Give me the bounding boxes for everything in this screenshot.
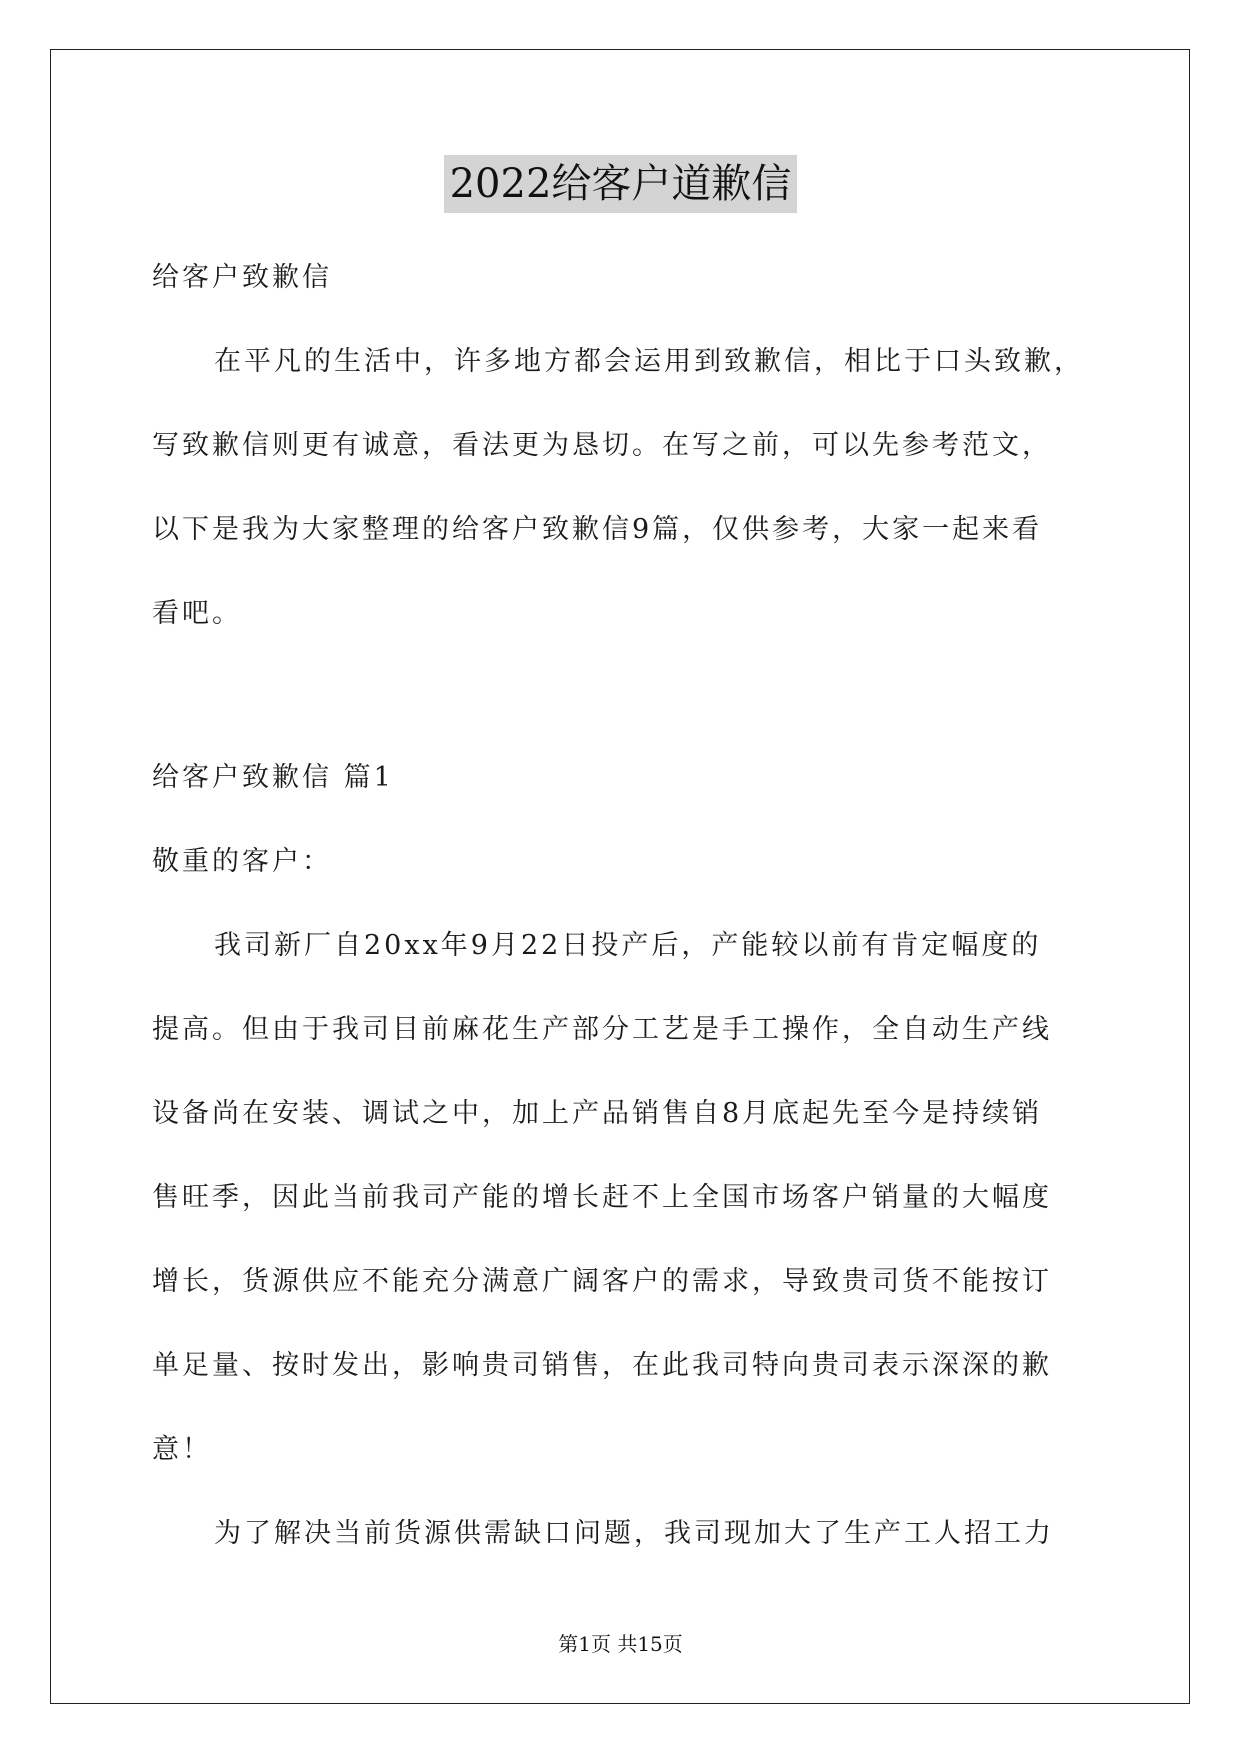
para1-line-2: 提高。但由于我司目前麻花生产部分工艺是手工操作，全自动生产线 (152, 1014, 1052, 1045)
intro-line-2: 写致歉信则更有诚意，看法更为恳切。在写之前，可以先参考范文， (152, 430, 1052, 461)
section-heading: 给客户致歉信 篇1 (152, 762, 394, 793)
intro-line-3: 以下是我为大家整理的给客户致歉信9篇，仅供参考，大家一起来看 (152, 514, 1043, 545)
salutation: 敬重的客户： (152, 846, 332, 877)
intro-line-1: 在平凡的生活中，许多地方都会运用到致歉信，相比于口头致歉， (214, 346, 1084, 377)
document-title-container (0, 155, 1241, 215)
document-title: 2022给客户道歉信 (444, 155, 798, 213)
page-footer: 第1页 共15页 (558, 1632, 683, 1656)
para1-line-7: 意！ (152, 1434, 212, 1465)
heading: 给客户致歉信 (152, 262, 332, 293)
para1-line-3: 设备尚在安装、调试之中，加上产品销售自8月底起先至今是持续销 (152, 1098, 1043, 1129)
para1-line-1: 我司新厂自20xx年9月22日投产后，产能较以前有肯定幅度的 (214, 930, 1042, 961)
document-body (152, 236, 1092, 1576)
para2-line-1: 为了解决当前货源供需缺口问题，我司现加大了生产工人招工力 (214, 1518, 1054, 1549)
para1-line-5: 增长，货源供应不能充分满意广阔客户的需求，导致贵司货不能按订 (152, 1266, 1052, 1297)
para1-line-4: 售旺季，因此当前我司产能的增长赶不上全国市场客户销量的大幅度 (152, 1182, 1052, 1213)
para1-line-6: 单足量、按时发出，影响贵司销售，在此我司特向贵司表示深深的歉 (152, 1350, 1052, 1381)
intro-line-4: 看吧。 (152, 598, 242, 629)
section-gap (152, 656, 1092, 736)
